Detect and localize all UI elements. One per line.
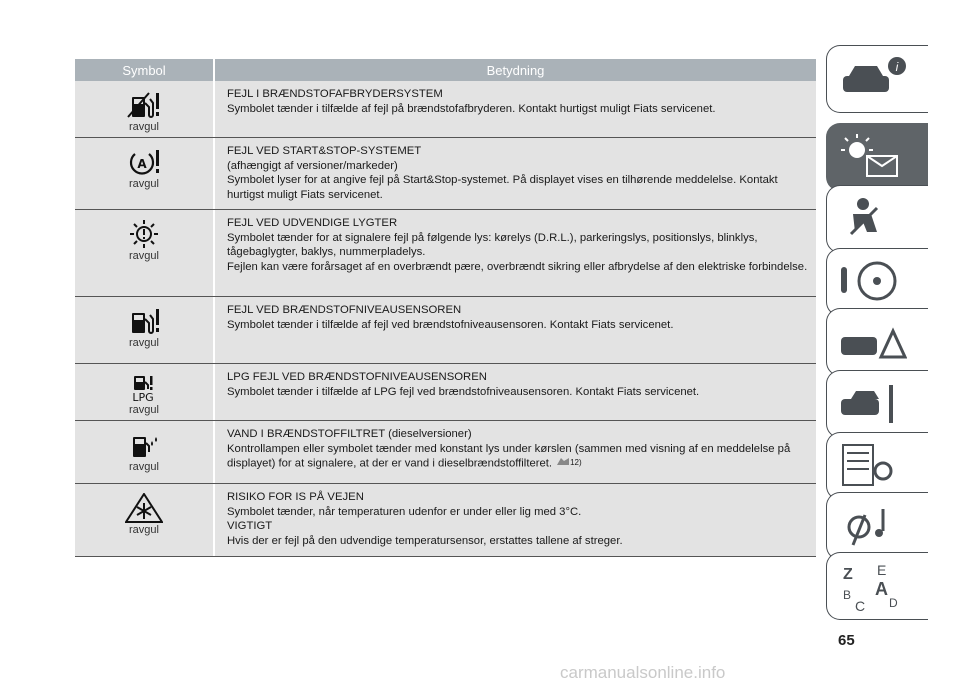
symbol-cell [75,81,213,137]
indicator-color-label: ravgul [129,121,159,133]
svg-text:E: E [877,562,887,578]
warning-title: LPG FEJL VED BRÆNDSTOFNIVEAUSENSOREN [227,371,487,383]
description-text: Symbolet tænder i tilfælde af fejl på brændstofafbryderen. Kontakt hurtigst muligt Fiats servicenet. [227,102,716,115]
note-reference: 12) [570,458,582,468]
table-row [75,297,816,364]
warning-title: FEJL VED UDVENDIGE LYGTER [227,217,398,229]
chapter-tab-multimedia[interactable] [826,492,928,560]
table-row [75,81,816,138]
chapter-tab-warning-lights[interactable] [826,123,928,191]
indicator-color-label: ravgul [129,461,159,473]
symbol-cell [75,364,213,420]
description-text: VIGTIGT [227,520,273,533]
fuel-cutoff-warning-icon [124,91,164,119]
description-text: Symbolet tænder i tilfælde af fejl ved brændstofniveausensoren. Kontakt Fiats servicenet. [227,318,674,331]
table-row [75,421,816,484]
table-header [75,59,816,81]
svg-text:i: i [895,60,899,74]
table-row [75,364,816,421]
svg-text:A: A [137,157,147,171]
warning-description [227,260,810,275]
meaning-cell [215,297,816,363]
start-stop-warning-icon [124,148,164,176]
symbol-cell [75,210,213,296]
header-symbol: Symbol [75,59,213,81]
svg-text:A: A [875,579,888,599]
table-body [75,81,816,557]
description-text: Fejlen kan være forårsaget af en overbrændt pære, overbrændt sikring eller afbrydelse af den elektriske forbindelse. [227,260,808,273]
meaning-cell [215,364,816,420]
water-in-filter-icon [124,431,164,459]
table-row [75,484,816,557]
indicator-color-label: ravgul [129,250,159,262]
warning-description [227,519,810,534]
table-row [75,138,816,210]
warning-description [227,231,810,260]
header-meaning: Betydning [215,59,816,81]
watermark: carmanualsonline.info [560,663,726,682]
chapter-tab-index[interactable] [826,552,928,620]
warning-description [227,318,810,333]
meaning-cell [215,210,816,296]
description-text: Hvis der er fejl på den udvendige temperatursensor, erstattes tallene af streger. [227,534,623,547]
chapter-tab-safety[interactable] [826,185,928,253]
warning-title: FEJL I BRÆNDSTOFAFBRYDERSYSTEM [227,88,443,100]
description-text: Symbolet tænder for at signalere fejl på følgende lys: kørelys (D.R.L.), parkeringslys, positionslys, blinklys, tågebaglygter, baklys, nummerpladelys. [227,231,758,259]
meaning-cell [215,421,816,483]
exterior-light-warning-icon [124,220,164,248]
description-text: (afhængigt af versioner/markeder) [227,159,398,172]
chapter-tab-technical-data[interactable] [826,432,928,500]
symbol-cell [75,138,213,209]
chapter-tab-maintenance[interactable] [826,370,928,438]
symbol-cell [75,297,213,363]
svg-text:LPG: LPG [132,391,154,402]
warning-title: RISIKO FOR IS PÅ VEJEN [227,491,364,503]
warning-description [227,385,810,400]
description-text: Symbolet tænder i tilfælde af LPG fejl ved brændstofniveausensoren. Kontakt Fiats servicenet. [227,385,700,398]
warning-lights-table [75,59,816,557]
chapter-tab-emergency[interactable] [826,308,928,376]
meaning-cell [215,138,816,209]
warning-description [227,534,810,549]
ice-risk-icon [124,494,164,522]
svg-text:D: D [889,596,898,610]
table-row [75,210,816,297]
warning-description [227,159,810,174]
description-text: Kontrollampen eller symbolet tænder med konstant lys under kørslen (sammen med visning af en meddelelse på displayet) for at signalere, at der er vand i dieselbrændstoffilteret. [227,442,791,470]
warning-title: FEJL VED BRÆNDSTOFNIVEAUSENSOREN [227,304,462,316]
warning-title: FEJL VED START&STOP-SYSTEMET [227,145,422,157]
note-hand-icon [556,456,570,471]
meaning-cell [215,484,816,556]
description-text: Symbolet tænder, når temperaturen udenfor er under eller lig med 3°C. [227,505,582,518]
symbol-cell [75,484,213,556]
warning-description [227,173,810,202]
indicator-color-label: ravgul [129,178,159,190]
indicator-color-label: ravgul [129,524,159,536]
warning-description [227,442,810,471]
symbol-cell [75,421,213,483]
description-text: Symbolet lyser for at angive fejl på Start&Stop-systemet. På displayet vises en tilhørende meddelelse. Kontakt hurtigst muligt Fiats servicenet. [227,174,778,201]
indicator-color-label: ravgul [129,337,159,349]
fuel-level-sensor-icon [124,307,164,335]
warning-description [227,102,810,117]
svg-text:Z: Z [843,566,853,583]
meaning-cell [215,81,816,137]
svg-text:B: B [843,588,852,602]
lpg-sensor-icon [124,374,164,402]
chapter-tab-driving[interactable] [826,248,928,316]
svg-text:C: C [855,598,866,613]
warning-description [227,505,810,520]
warning-title: VAND I BRÆNDSTOFFILTRET (dieselversioner) [227,428,472,440]
page-number: 65 [838,632,855,649]
chapter-tab-car-info[interactable] [826,45,928,113]
indicator-color-label: ravgul [129,404,159,416]
